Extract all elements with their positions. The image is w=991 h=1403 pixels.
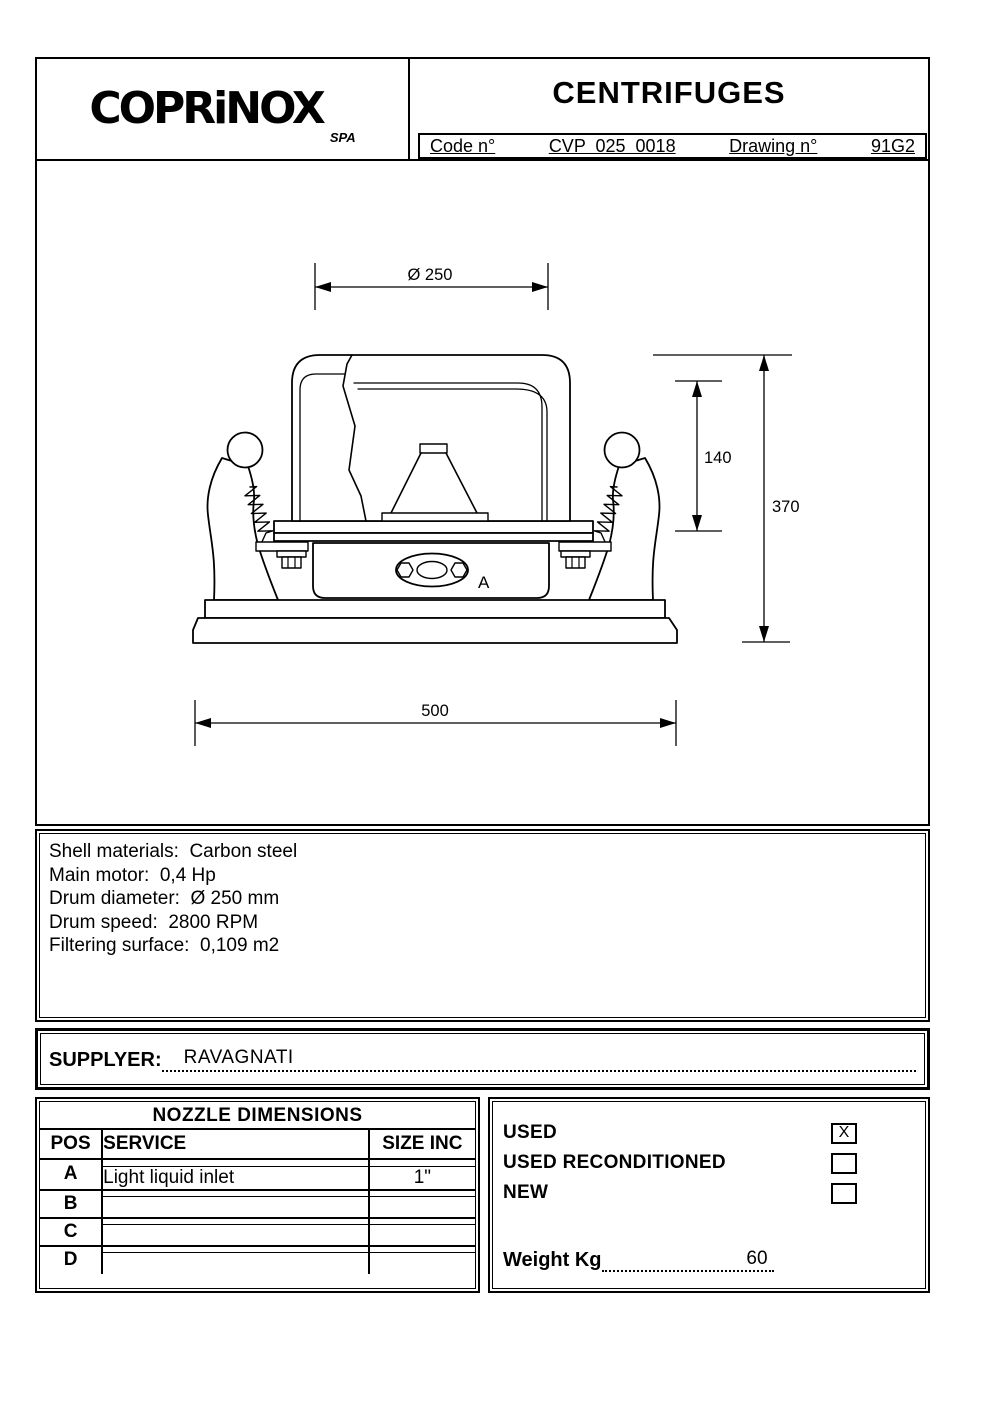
condition-option-new <box>503 1182 925 1204</box>
weight-dotted-line <box>602 1248 774 1272</box>
used-checkbox[interactable]: X <box>831 1123 857 1144</box>
code-label: Code n° <box>430 135 496 156</box>
arrowhead <box>195 718 211 728</box>
row-pos: B <box>40 1190 102 1218</box>
right-bolt-washer <box>561 551 590 557</box>
title-cell <box>408 57 930 161</box>
table-row <box>40 1246 475 1253</box>
row-pos: C <box>40 1218 102 1246</box>
page-title: CENTRIFUGES <box>552 75 786 110</box>
right-support-column <box>589 458 659 600</box>
row-size <box>369 1253 475 1274</box>
arrowhead <box>532 282 548 292</box>
spec-shell-materials: Shell materials: Carbon steel <box>49 841 298 862</box>
spec-main-motor: Main motor: 0,4 Hp <box>49 864 216 886</box>
right-bracket <box>559 542 611 551</box>
dim-diameter-text: Ø 250 <box>407 266 453 284</box>
left-support-column <box>208 458 278 600</box>
arrowhead <box>660 718 676 728</box>
spec-drum-diameter: Drum diameter: Ø 250 mm <box>49 888 280 909</box>
logo-cell <box>35 57 410 161</box>
row-pos: D <box>40 1246 102 1274</box>
condition-box <box>488 1097 930 1293</box>
company-logo: COPRiNOX <box>89 83 323 134</box>
supplier-box <box>35 1028 930 1090</box>
right-bolt-nut <box>566 557 585 568</box>
used-label: USED <box>503 1122 557 1143</box>
arrowhead <box>759 355 769 371</box>
row-service: Light liquid inlet <box>102 1166 369 1190</box>
dim-370-text: 370 <box>772 498 800 516</box>
nozzle-dimensions-box <box>35 1097 480 1293</box>
drawing-number-label: Drawing n° <box>729 135 818 156</box>
base-lower-step <box>193 618 677 643</box>
new-checkbox[interactable] <box>831 1183 857 1204</box>
row-size <box>369 1197 475 1218</box>
used-reconditioned-label: USED RECONDITIONED <box>503 1152 726 1173</box>
dim-140-text: 140 <box>704 449 732 467</box>
table-row <box>40 1218 475 1225</box>
spec-drum-speed: Drum speed: 2800 RPM <box>49 911 259 933</box>
arrowhead <box>759 626 769 642</box>
nozzle-table-title: NOZZLE DIMENSIONS <box>40 1102 475 1130</box>
supplier-label: SUPPLYER: <box>49 1049 162 1071</box>
row-size <box>369 1225 475 1246</box>
left-bolt-washer <box>277 551 306 557</box>
code-value: CVP 025 0018 <box>548 135 676 156</box>
condition-option-used-reconditioned <box>503 1152 925 1174</box>
drawing-frame <box>35 159 930 826</box>
drawing-number-value: 91G2 <box>870 135 915 156</box>
cover-outline <box>292 355 570 521</box>
spec-filtering-surface: Filtering surface: 0,109 m2 <box>49 935 280 956</box>
specs-box <box>35 829 930 1022</box>
table-row <box>40 1190 475 1197</box>
col-header-size: SIZE INC <box>369 1130 475 1159</box>
left-support-ball <box>228 433 263 468</box>
row-service <box>102 1225 369 1246</box>
flange-outer <box>396 554 468 587</box>
nozzle-a-label: A <box>478 573 490 592</box>
condition-option-used <box>503 1122 925 1144</box>
row-service <box>102 1197 369 1218</box>
company-logo-suffix: SPA <box>329 130 356 145</box>
arrowhead <box>692 381 702 397</box>
row-size: 1" <box>413 1166 432 1188</box>
supplier-value: RAVAGNATI <box>183 1047 294 1068</box>
table-row <box>40 1159 475 1166</box>
used-reconditioned-checkbox[interactable] <box>831 1153 857 1174</box>
table-plate-bottom <box>274 533 593 541</box>
row-pos: A <box>40 1159 102 1190</box>
row-service <box>102 1253 369 1274</box>
cone-cap <box>420 444 447 453</box>
col-header-pos: POS <box>40 1130 102 1159</box>
table-plate-top <box>274 521 593 533</box>
specs-text <box>40 834 925 964</box>
new-label: NEW <box>503 1182 549 1203</box>
left-bolt-nut <box>282 557 301 568</box>
arrowhead <box>692 515 702 531</box>
nozzle-table <box>40 1130 475 1274</box>
code-strip <box>418 133 927 159</box>
arrowhead <box>315 282 331 292</box>
centrifuge-technical-drawing <box>37 161 928 824</box>
right-support-ball <box>605 433 640 468</box>
weight-row <box>503 1248 774 1272</box>
left-bracket <box>256 542 308 551</box>
dim-500-text: 500 <box>421 702 449 720</box>
base-upper-step <box>205 600 665 618</box>
weight-value: 60 <box>746 1248 768 1269</box>
weight-label: Weight Kg <box>503 1249 602 1271</box>
cone-plinth <box>382 513 488 521</box>
supplier-dotted-line <box>162 1042 916 1072</box>
col-header-service: SERVICE <box>102 1130 369 1159</box>
